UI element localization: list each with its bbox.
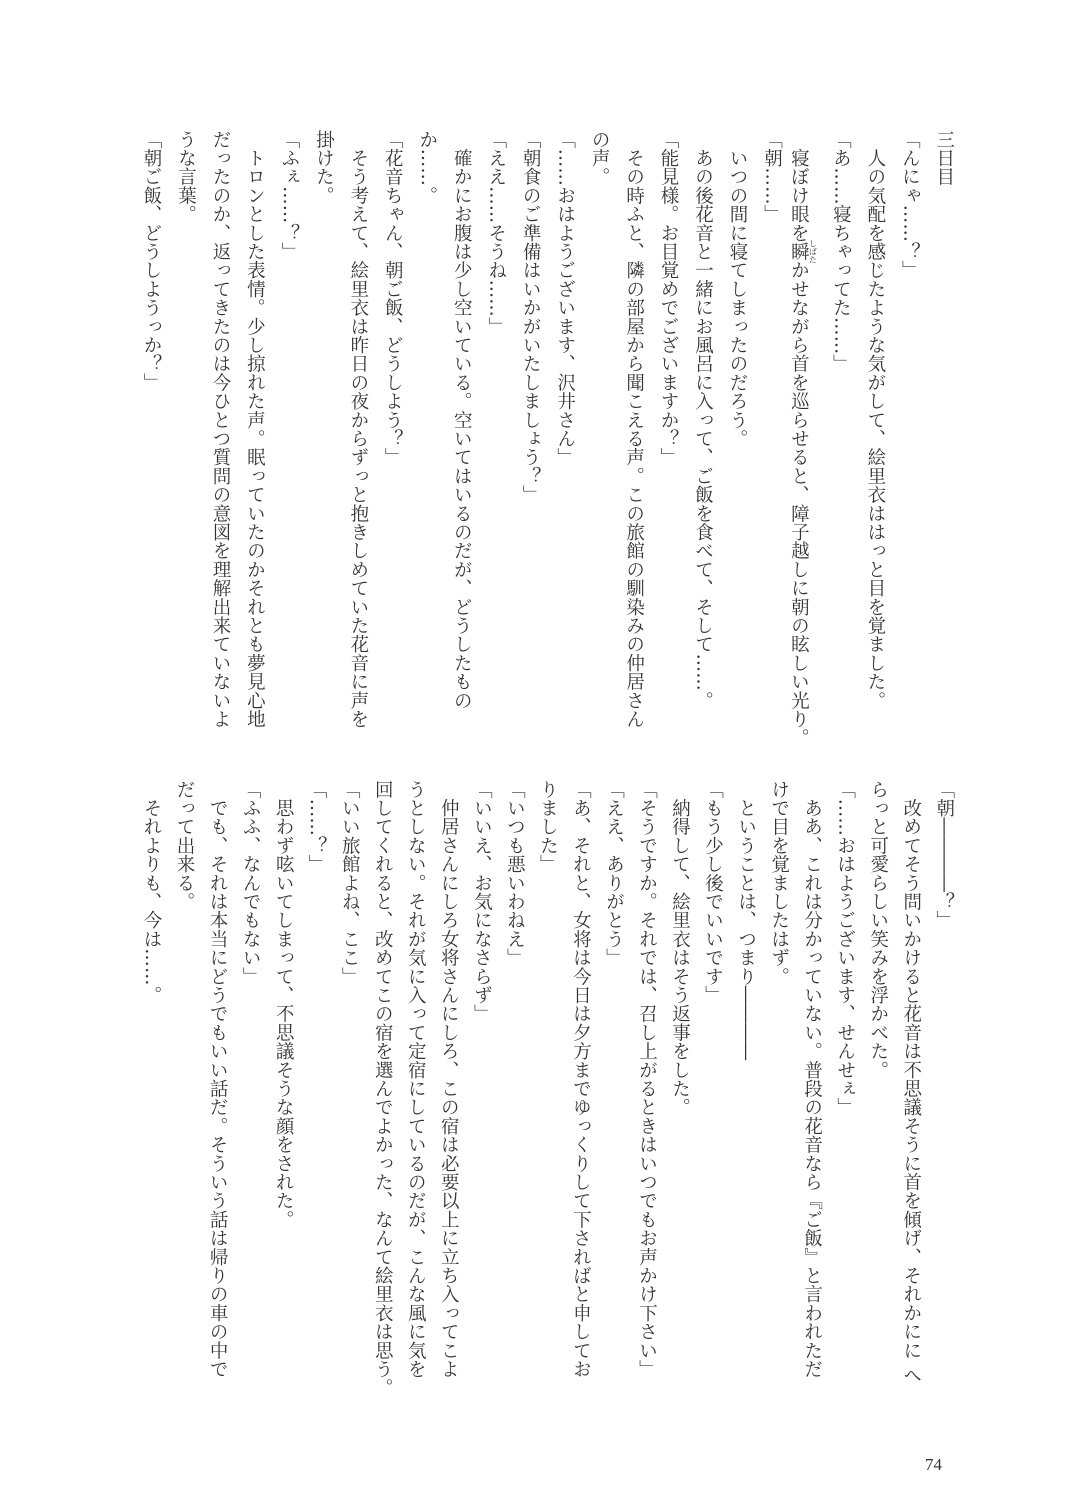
text-line: 「……おはようございます、せんせぇ」 — [834, 780, 856, 1117]
text-line: うとしない。それが気に入って定宿にしているのだが、こんな風に気を — [405, 780, 427, 1379]
text-line: トロンとした表情。少し掠れた声。眠っていたのかそれとも夢見心地 — [244, 130, 266, 729]
text-line: の声。 — [589, 130, 611, 187]
text-line: 回してくれると、改めてこの宿を選んでよかった、なんて絵里衣は思う。 — [372, 780, 394, 1398]
text-line: 「ふふ、なんでもない」 — [240, 780, 262, 986]
text-line: 「いいえ、お気になさらず」 — [471, 780, 493, 1024]
lower-text-block — [140, 780, 955, 1400]
text-line: 「ええ、ありがとう」 — [603, 780, 625, 967]
text-line: 「……おはようございます、沢井さん」 — [554, 130, 576, 467]
chapter-heading: 三日目 — [933, 130, 955, 187]
text-line: そう考えて、絵里衣は昨日の夜からずっと抱きしめていた花音に声を — [347, 130, 369, 729]
text-line: ということは、つまり―――― — [735, 780, 757, 1061]
text-line-with-ruby — [788, 130, 818, 750]
text-line: 掛けた。 — [313, 130, 335, 205]
text-line: 「んにゃ……？」 — [899, 130, 921, 280]
text-line: だったのか、返ってきたのは今ひとつ質問の意図を理解出来ていないよ — [209, 130, 231, 729]
text-line: でも、それは本当にどうでもいい話だ。そういう話は帰りの車の中で — [207, 780, 229, 1379]
text-line: いつの間に寝てしまったのだろう。 — [726, 130, 748, 448]
text-line: その時ふと、隣の部屋から聞こえる声。この旅館の馴染みの仲居さん — [623, 130, 645, 729]
text-line: 「……？」 — [306, 780, 328, 874]
text-line: 「能見様。お目覚めでございますか？」 — [658, 130, 680, 467]
ruby-base: 瞬 — [788, 239, 810, 264]
text-line: 「もう少し後でいいです」 — [702, 780, 724, 1005]
text-line: 「いい旅館よね、ここ」 — [339, 780, 361, 986]
text-line: 「そうですか。それでは、召し上がるときはいつでもお声かけ下さい」 — [636, 780, 658, 1379]
text-line: あの後花音と一緒にお風呂に入って、ご飯を食べて、そして……。 — [692, 130, 714, 710]
text-line: らっと可愛らしい笑みを浮かべた。 — [867, 780, 889, 1080]
line-text: 寝ぼけ眼を — [788, 130, 810, 243]
text-line: ああ、これは分かっていない。普段の花音なら『ご飯』と言われただ — [801, 780, 823, 1379]
text-line: 仲居さんにしろ女将さんにしろ、この宿は必要以上に立ち入ってこよ — [438, 780, 460, 1379]
page-number: 74 — [925, 1455, 942, 1474]
text-line: 「花音ちゃん、朝ご飯、どうしよう？」 — [382, 130, 404, 467]
upper-text-block — [140, 130, 955, 750]
text-line: 「ふぇ……？」 — [278, 130, 300, 261]
text-line: 納得して、絵里衣はそう返事をした。 — [669, 780, 691, 1117]
text-line: 確かにお腹は少し空いている。空いてはいるのだが、どうしたもの — [451, 130, 473, 710]
text-line: 「朝……」 — [761, 130, 783, 224]
text-line: 「朝――――？」 — [933, 780, 955, 930]
text-line: 「朝ご飯、どうしようっか？」 — [141, 130, 162, 392]
text-line: 「朝食のご準備はいかがいたしましょう？」 — [520, 130, 542, 504]
text-line: それよりも、今は……。 — [141, 780, 162, 1005]
text-line: うな言葉。 — [175, 130, 197, 224]
text-line: 「あ、それと、女将は今日は夕方までゆっくりして下さればと申してお — [570, 780, 592, 1379]
text-line: 「いつも悪いわねえ」 — [504, 780, 526, 967]
ruby-annotation — [788, 239, 818, 264]
line-text: かせながら首を巡らせると、障子越しに朝の眩しい光り。 — [788, 260, 810, 748]
text-line: 「ええ……そうね……」 — [485, 130, 507, 336]
ruby-reading: しばた — [808, 239, 818, 264]
text-line: 思わず呟いてしまって、不思議そうな顔をされた。 — [273, 780, 295, 1229]
text-line: 改めてそう問いかけると花音は不思議そうに首を傾げ、それかにに へ — [900, 780, 922, 1385]
text-line: りました」 — [537, 780, 559, 874]
text-line: 人の気配を感じたような気がして、絵里衣ははっと目を覚ました。 — [864, 130, 886, 710]
text-line: 「あ……寝ちゃってた……」 — [830, 130, 852, 374]
text-line: だって出来る。 — [174, 780, 196, 911]
text-line: けで目を覚ましたはず。 — [768, 780, 790, 986]
text-line: か……。 — [416, 130, 438, 205]
